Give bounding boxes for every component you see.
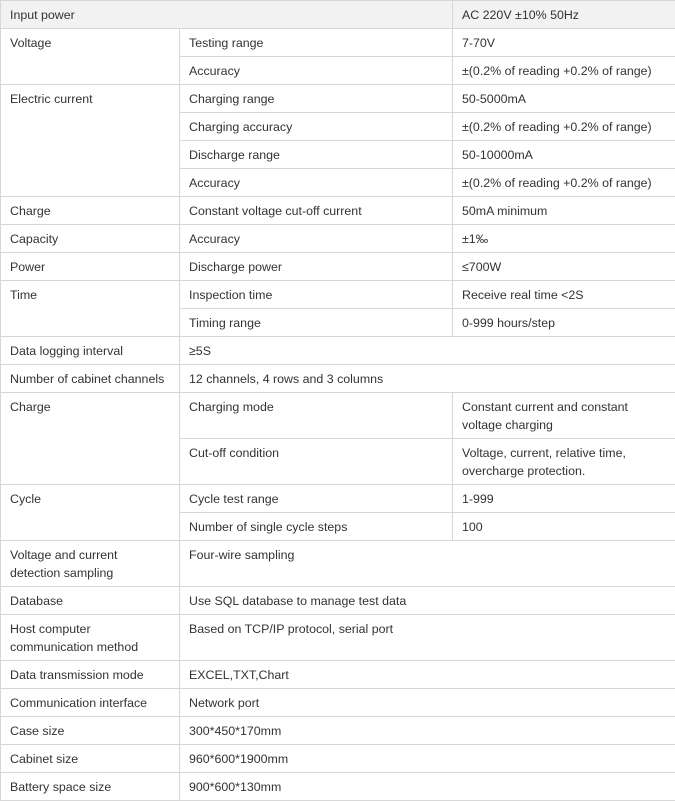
communication-interface-value: Network port (180, 689, 675, 717)
host-communication-value: Based on TCP/IP protocol, serial port (180, 615, 675, 661)
cycle-group: Cycle (1, 485, 180, 541)
capacity-accuracy-value: ±1‰ (453, 225, 675, 253)
table-row-charge (1, 197, 675, 225)
cabinet-size-value: 960*600*1900mm (180, 745, 675, 773)
voltage-group: Voltage (1, 29, 180, 85)
cycle-steps-label: Number of single cycle steps (180, 513, 453, 541)
table-row-input-power (1, 1, 675, 29)
cycle-test-range-label: Cycle test range (180, 485, 453, 513)
table-row-charge-mode (1, 393, 675, 439)
table-row-time (1, 281, 675, 309)
table-row-transmission (1, 661, 675, 689)
table-row-voltage (1, 29, 675, 57)
discharge-range-value: 50-10000mA (453, 141, 675, 169)
transmission-mode-value: EXCEL,TXT,Chart (180, 661, 675, 689)
cutoff-condition-label: Cut-off condition (180, 439, 453, 485)
charging-range-value: 50-5000mA (453, 85, 675, 113)
charging-accuracy-value: ±(0.2% of reading +0.2% of range) (453, 113, 675, 141)
input-power-label: Input power (1, 1, 453, 29)
voltage-accuracy-label: Accuracy (180, 57, 453, 85)
table-row-current (1, 85, 675, 113)
logging-interval-label: Data logging interval (1, 337, 180, 365)
timing-range-label: Timing range (180, 309, 453, 337)
time-group: Time (1, 281, 180, 337)
discharge-power-label: Discharge power (180, 253, 453, 281)
discharge-range-label: Discharge range (180, 141, 453, 169)
table-row-cycle (1, 485, 675, 513)
table-row-case-size (1, 717, 675, 745)
capacity-group: Capacity (1, 225, 180, 253)
sampling-label: Voltage and current detection sampling (1, 541, 180, 587)
table-row-logging (1, 337, 675, 365)
table-row-sampling (1, 541, 675, 587)
voltage-accuracy-value: ±(0.2% of reading +0.2% of range) (453, 57, 675, 85)
power-group: Power (1, 253, 180, 281)
input-power-value: AC 220V ±10% 50Hz (453, 1, 675, 29)
inspection-time-label: Inspection time (180, 281, 453, 309)
cycle-test-range-value: 1-999 (453, 485, 675, 513)
case-size-label: Case size (1, 717, 180, 745)
charging-accuracy-label: Charging accuracy (180, 113, 453, 141)
voltage-testing-range-label: Testing range (180, 29, 453, 57)
charging-mode-value: Constant current and constant voltage charging (453, 393, 675, 439)
cabinet-channels-label: Number of cabinet channels (1, 365, 180, 393)
cycle-steps-value: 100 (453, 513, 675, 541)
capacity-accuracy-label: Accuracy (180, 225, 453, 253)
battery-space-label: Battery space size (1, 773, 180, 801)
current-accuracy-label: Accuracy (180, 169, 453, 197)
database-value: Use SQL database to manage test data (180, 587, 675, 615)
table-row-battery-space (1, 773, 675, 801)
database-label: Database (1, 587, 180, 615)
cutoff-current-label: Constant voltage cut-off current (180, 197, 453, 225)
sampling-value: Four-wire sampling (180, 541, 675, 587)
timing-range-value: 0-999 hours/step (453, 309, 675, 337)
cutoff-current-value: 50mA minimum (453, 197, 675, 225)
cabinet-channels-value: 12 channels, 4 rows and 3 columns (180, 365, 675, 393)
transmission-mode-label: Data transmission mode (1, 661, 180, 689)
table-row-cabinet-size (1, 745, 675, 773)
charge-group: Charge (1, 197, 180, 225)
current-accuracy-value: ±(0.2% of reading +0.2% of range) (453, 169, 675, 197)
case-size-value: 300*450*170mm (180, 717, 675, 745)
communication-interface-label: Communication interface (1, 689, 180, 717)
current-group: Electric current (1, 85, 180, 197)
table-row-database (1, 587, 675, 615)
logging-interval-value: ≥5S (180, 337, 675, 365)
table-row-power (1, 253, 675, 281)
battery-space-value: 900*600*130mm (180, 773, 675, 801)
discharge-power-value: ≤700W (453, 253, 675, 281)
charging-range-label: Charging range (180, 85, 453, 113)
charge-mode-group: Charge (1, 393, 180, 485)
table-row-channels (1, 365, 675, 393)
inspection-time-value: Receive real time <2S (453, 281, 675, 309)
host-communication-label: Host computer communication method (1, 615, 180, 661)
table-row-capacity (1, 225, 675, 253)
table-row-host (1, 615, 675, 661)
cabinet-size-label: Cabinet size (1, 745, 180, 773)
voltage-testing-range-value: 7-70V (453, 29, 675, 57)
table-row-interface (1, 689, 675, 717)
cutoff-condition-value: Voltage, current, relative time, overcharge protection. (453, 439, 675, 485)
charging-mode-label: Charging mode (180, 393, 453, 439)
